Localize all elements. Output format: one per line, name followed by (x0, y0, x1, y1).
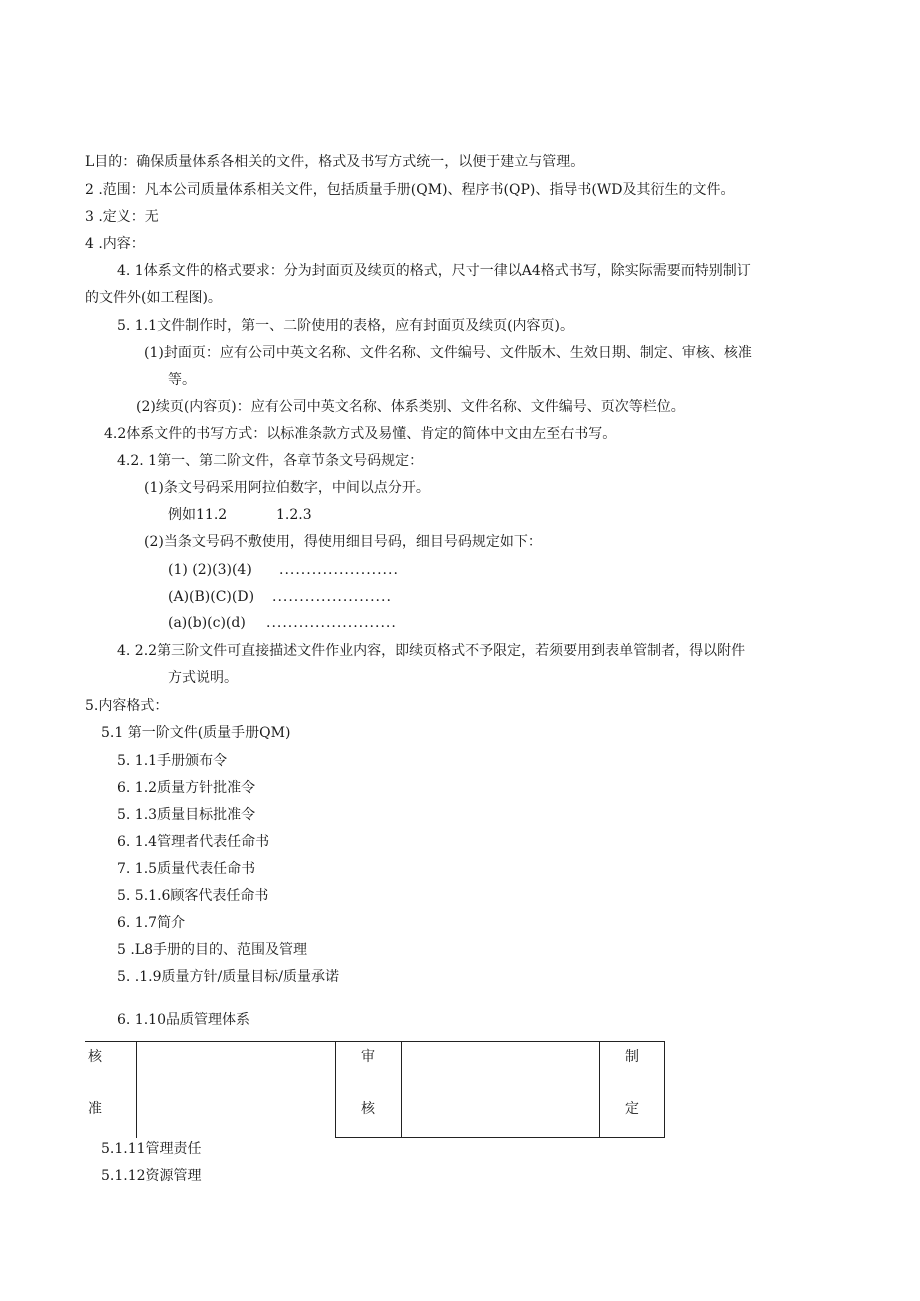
signoff-table (85, 1041, 665, 1138)
prepare-label-top: 制 (625, 1049, 639, 1065)
approve-label-top: 核 (88, 1049, 102, 1065)
list-item: 5 .L8手册的目的、范围及管理 (117, 942, 308, 958)
clause-4-2-2-line2: 方式说明。 (168, 670, 238, 686)
table-divider (335, 1042, 336, 1138)
example-value: 1.2.3 (276, 507, 312, 523)
list-item: 6. 1.10品质管理体系 (117, 1012, 250, 1028)
example-label: 例如11.2 (168, 507, 228, 523)
section-scope: 2 .范围：凡本公司质量体系相关文件，包括质量手册(QM)、程序书(QP)、指导书(WD及其衍生的文件。 (85, 182, 735, 198)
leader-dots: ...................... (279, 562, 399, 578)
section-content-heading: 4 .内容： (85, 236, 145, 252)
sub-number-level3: (a)(b)(c)(d) (168, 615, 246, 631)
table-divider (136, 1042, 137, 1138)
approve-label-bottom: 准 (88, 1101, 102, 1117)
table-divider (401, 1042, 402, 1138)
table-divider (599, 1042, 600, 1138)
table-bottom-border (335, 1137, 665, 1138)
prepare-label-bottom: 定 (625, 1101, 639, 1117)
leader-dots: ...................... (272, 589, 392, 605)
cover-page-rule-line2: 等。 (168, 372, 196, 388)
list-item: 6. 1.4管理者代表任命书 (117, 834, 270, 850)
numbering-rule-1: (1)条文号码采用阿拉伯数字，中间以点分开。 (144, 480, 430, 496)
list-item: 5. .1.9质量方针/质量目标/质量承诺 (117, 969, 339, 985)
numbering-rule-2: (2)当条文号码不敷使用，得使用细目号码，细目号码规定如下： (144, 534, 542, 550)
list-item: 5. 5.1.6顾客代表任命书 (117, 888, 269, 904)
list-item: 5. 1.3质量目标批准令 (117, 807, 256, 823)
clause-4-2-2-line1: 4. 2.2第三阶文件可直接描述文件作业内容，即续页格式不予限定，若须要用到表单管制者，得以附件 (117, 643, 746, 659)
section-format-heading: 5.内容格式： (85, 698, 169, 714)
review-label-top: 审 (361, 1049, 375, 1065)
list-item: 5.1.11管理责任 (101, 1141, 202, 1157)
section-definition: 3 .定义：无 (85, 209, 159, 225)
cover-page-rule-line1: (1)封面页：应有公司中英文名称、文件名称、文件编号、文件版木、生效日期、制定、审核、核准 (144, 345, 752, 361)
section-purpose: L目的：确保质量体系各相关的文件，格式及书写方式统一，以便于建立与管理。 (85, 154, 585, 170)
clause-4-1-line2: 的文件外(如工程图)。 (85, 290, 222, 306)
clause-4-2-1: 4.2. 1第一、第二阶文件，各章节条文号码规定： (117, 453, 424, 469)
review-label-bottom: 核 (361, 1101, 375, 1117)
table-divider (664, 1042, 665, 1138)
clause-4-2: 4.2体系文件的书写方式：以标准条款方式及易懂、肯定的简体中文由左至右书写。 (104, 426, 617, 442)
continuation-page-rule: (2)续页(内容页)：应有公司中英文名称、体系类别、文件名称、文件编号、页次等栏位。 (136, 399, 685, 415)
list-item: 5.1.12资源管理 (101, 1168, 202, 1184)
sub-number-level2: (A)(B)(C)(D) (168, 589, 255, 605)
sub-number-level1: (1) (2)(3)(4) (168, 562, 252, 578)
clause-5-1: 5.1 第一阶文件(质量手册QM) (101, 725, 291, 741)
clause-4-1-1: 5. 1.1文件制作时，第一、二阶使用的表格，应有封面页及续页(内容页)。 (117, 318, 574, 334)
list-item: 6. 1.2质量方针批准令 (117, 780, 256, 796)
list-item: 5. 1.1手册颁布令 (117, 753, 228, 769)
list-item: 7. 1.5质量代表任命书 (117, 861, 256, 877)
list-item: 6. 1.7简介 (117, 915, 186, 931)
clause-4-1-line1: 4. 1体系文件的格式要求：分为封面页及续页的格式，尺寸一律以A4格式书写，除实际需要而特别制订 (117, 263, 751, 279)
leader-dots: ........................ (266, 615, 397, 631)
